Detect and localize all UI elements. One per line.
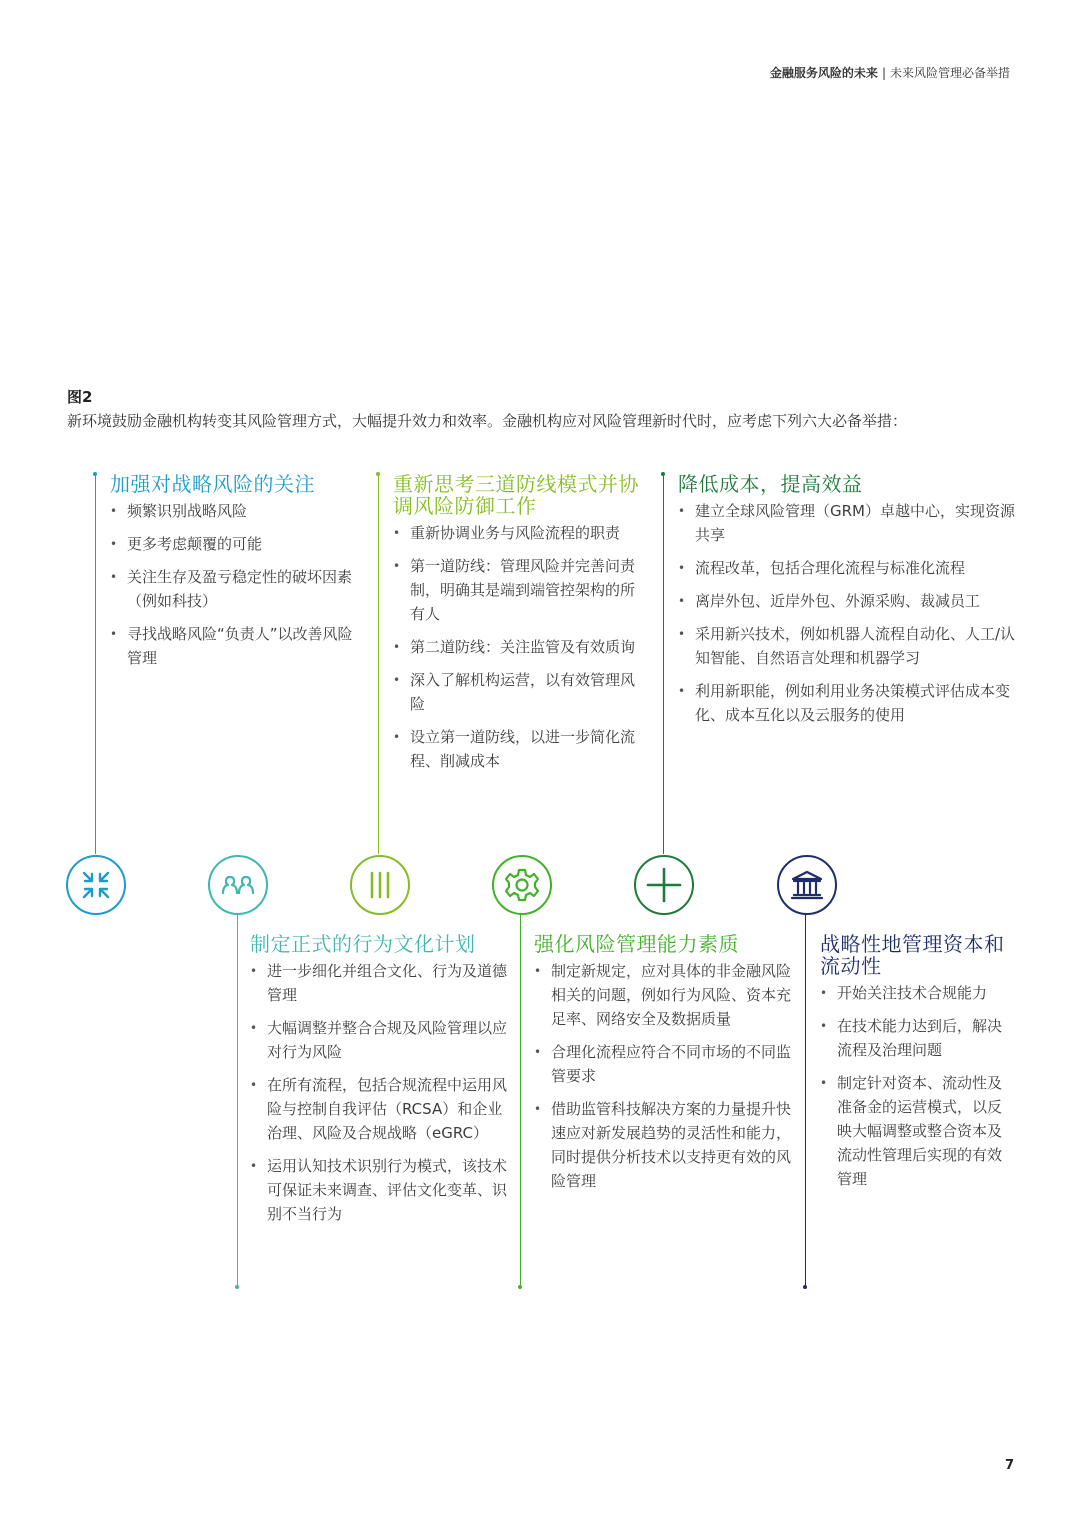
bullet-item: • 第二道防线：关注监管及有效质询 (393, 635, 649, 659)
running-header (770, 64, 1010, 81)
bullet-item: • 利用新职能，例如利用业务决策模式评估成本变化、成本互化以及云服务的使用 (678, 679, 1016, 727)
bullet-item: • 制定新规定，应对具体的非金融风险相关的问题，例如行为风险、资本充足率、网络安全及数据质量 (534, 959, 792, 1031)
initiative-block-conduct-culture (250, 933, 512, 1235)
bullet-item: • 更多考虑颠覆的可能 (110, 532, 365, 556)
bullet-item: • 在所有流程，包括合规流程中运用风险与控制自我评估（RCSA）和企业治理、风险及合规战略（eGRC） (250, 1073, 512, 1145)
connector-line-4 (237, 913, 238, 1287)
initiative-block-risk-capabilities (534, 933, 792, 1202)
three-lines-icon (350, 855, 410, 915)
connector-line-3 (663, 474, 664, 854)
bullet-item: • 离岸外包、近岸外包、外源采购、裁减员工 (678, 589, 1016, 613)
connector-dot-3 (661, 472, 665, 476)
bullet-item: • 在技术能力达到后，解决流程及治理问题 (820, 1014, 1014, 1062)
connector-dot-1 (93, 472, 97, 476)
bullet-item: • 第一道防线：管理风险并完善问责制，明确其是端到端管控架构的所有人 (393, 554, 649, 626)
initiative-block-capital-liquidity (820, 933, 1014, 1200)
figure-label: 图2 (67, 388, 93, 406)
header-separator: | (881, 66, 886, 80)
connector-dot-6 (803, 1285, 807, 1289)
header-publication: 金融服务风险的未来 (769, 66, 878, 80)
bullet-item: • 采用新兴技术，例如机器人流程自动化、人工/认知智能、自然语言处理和机器学习 (678, 622, 1016, 670)
initiative-title: 降低成本，提高效益 (678, 472, 863, 496)
bullet-item: • 深入了解机构运营，以有效管理风险 (393, 668, 649, 716)
initiative-block-strategic-risk (110, 473, 365, 679)
bank-icon (777, 855, 837, 915)
figure-caption: 新环境鼓励金融机构转变其风险管理方式，大幅提升效力和效率。金融机构应对风险管理新时代时，应考虑下列六大必备举措： (67, 412, 908, 430)
bullet-item: • 进一步细化并组合文化、行为及道德管理 (250, 959, 512, 1007)
connector-line-2 (378, 474, 379, 854)
bullet-item: • 借助监管科技解决方案的力量提升快速应对新发展趋势的灵活性和能力，同时提供分析技术以支持更有效的风险管理 (534, 1097, 792, 1193)
bullet-item: • 合理化流程应符合不同市场的不同监管要求 (534, 1040, 792, 1088)
initiative-block-cost-reduction (678, 473, 1016, 736)
inward-arrows-icon (66, 855, 126, 915)
initiative-bullet-list (110, 499, 365, 670)
initiative-title: 加强对战略风险的关注 (110, 472, 315, 496)
people-icon (208, 855, 268, 915)
bullet-item: • 制定针对资本、流动性及准备金的运营模式，以反映大幅调整或整合资本及流动性管理后实现的有效管理 (820, 1071, 1014, 1191)
initiative-bullet-list (250, 959, 512, 1226)
initiative-bullet-list (678, 499, 1016, 727)
initiative-bullet-list (534, 959, 792, 1193)
initiative-title: 战略性地管理资本和流动性 (820, 932, 1005, 978)
plus-icon (634, 855, 694, 915)
bullet-item: • 大幅调整并整合合规及风险管理以应对行为风险 (250, 1016, 512, 1064)
header-section: 未来风险管理必备举措 (889, 66, 1010, 80)
bullet-item: • 运用认知技术识别行为模式，该技术可保证未来调查、评估文化变革、识别不当行为 (250, 1154, 512, 1226)
bullet-item: • 重新协调业务与风险流程的职责 (393, 521, 649, 545)
bullet-item: • 流程改革，包括合理化流程与标准化流程 (678, 556, 1016, 580)
initiative-title: 制定正式的行为文化计划 (250, 932, 476, 956)
page-number: 7 (1004, 1458, 1014, 1473)
connector-line-5 (520, 913, 521, 1287)
bullet-item: • 寻找战略风险“负责人”以改善风险管理 (110, 622, 365, 670)
bullet-item: • 开始关注技术合规能力 (820, 981, 1014, 1005)
bullet-item: • 关注生存及盈亏稳定性的破坏因素（例如科技） (110, 565, 365, 613)
connector-line-6 (805, 913, 806, 1287)
initiative-bullet-list (820, 981, 1014, 1191)
connector-line-1 (95, 474, 96, 854)
initiative-block-three-lines-of-defense (393, 473, 649, 782)
initiative-bullet-list (393, 521, 649, 773)
bullet-item: • 建立全球风险管理（GRM）卓越中心，实现资源共享 (678, 499, 1016, 547)
bullet-item: • 频繁识别战略风险 (110, 499, 365, 523)
connector-dot-2 (376, 472, 380, 476)
bullet-item: • 设立第一道防线，以进一步简化流程、削减成本 (393, 725, 649, 773)
initiative-title: 重新思考三道防线模式并协调风险防御工作 (393, 472, 639, 518)
connector-dot-4 (235, 1285, 239, 1289)
connector-dot-5 (518, 1285, 522, 1289)
gear-icon (492, 855, 552, 915)
initiative-title: 强化风险管理能力素质 (534, 932, 739, 956)
